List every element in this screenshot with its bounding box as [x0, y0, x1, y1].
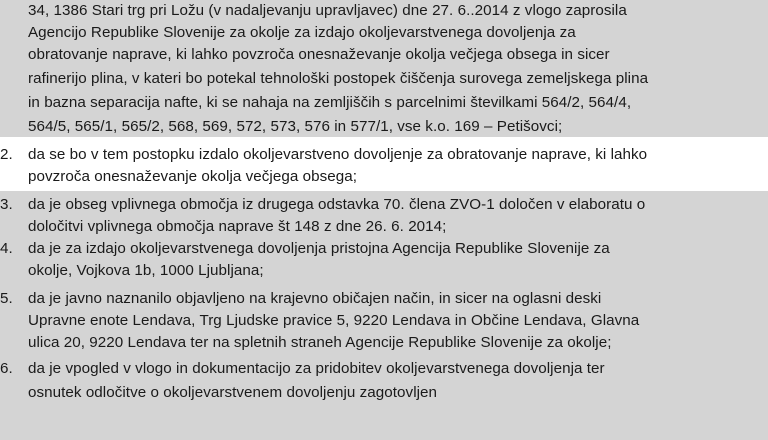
list-item-line: da se bo v tem postopku izdalo okoljevarstveno dovoljenje za obratovanje naprave, ki lahko — [28, 146, 648, 163]
list-item-number: 2. — [0, 146, 13, 163]
intro-line: 34, 1386 Stari trg pri Ložu (v nadaljevanju upravljavec) dne 27. 6..2014 z vlogo zaprosila — [28, 2, 627, 19]
list-item-line: da je obseg vplivnega območja iz drugega odstavka 70. člena ZVO-1 določen v elaboratu o — [28, 196, 646, 213]
list-item-number: 6. — [0, 360, 13, 377]
list-item-line: okolje, Vojkova 1b, 1000 Ljubljana; — [28, 262, 264, 279]
list-item-line: Upravne enote Lendava, Trg Ljudske pravice 5, 9220 Lendava in Občine Lendava, Glavna — [28, 312, 640, 329]
intro-line: in bazna separacija nafte, ki se nahaja na zemljiščih s parcelnimi številkami 564/2, 564/4, — [28, 94, 632, 111]
list-item-line: določitvi vplivnega območja naprave št 148 z dne 26. 6. 2014; — [28, 218, 447, 235]
intro-line: rafinerijo plina, v kateri bo potekal tehnološki postopek čiščenja surovega zemeljskega plina — [28, 70, 649, 87]
list-item-number: 3. — [0, 196, 13, 213]
list-item-number: 5. — [0, 290, 13, 307]
intro-line: obratovanje naprave, ki lahko povzroča onesnaževanje okolja večjega obsega in sicer — [28, 46, 610, 63]
intro-line: 564/5, 565/1, 565/2, 568, 569, 572, 573, 576 in 577/1, vse k.o. 169 – Petišovci; — [28, 118, 563, 135]
list-item-line: ulica 20, 9220 Lendava ter na spletnih straneh Agencije Republike Slovenije za okolje; — [28, 334, 612, 351]
list-item-line: da je javno naznanilo objavljeno na krajevno običajen način, in sicer na oglasni deski — [28, 290, 602, 307]
list-item-line: osnutek odločitve o okoljevarstvenem dovoljenju zagotovljen — [28, 384, 438, 401]
list-item-line: da je vpogled v vlogo in dokumentacijo za pridobitev okoljevarstvenega dovoljenja ter — [28, 360, 605, 377]
list-item-number: 4. — [0, 240, 13, 257]
list-item-line: povzroča onesnaževanje okolja večjega obsega; — [28, 168, 358, 185]
list-item-line: da je za izdajo okoljevarstvenega dovoljenja pristojna Agencija Republike Slovenije za — [28, 240, 610, 257]
intro-line: Agencijo Republike Slovenije za okolje za izdajo okoljevarstvenega dovoljenja za — [28, 24, 576, 41]
